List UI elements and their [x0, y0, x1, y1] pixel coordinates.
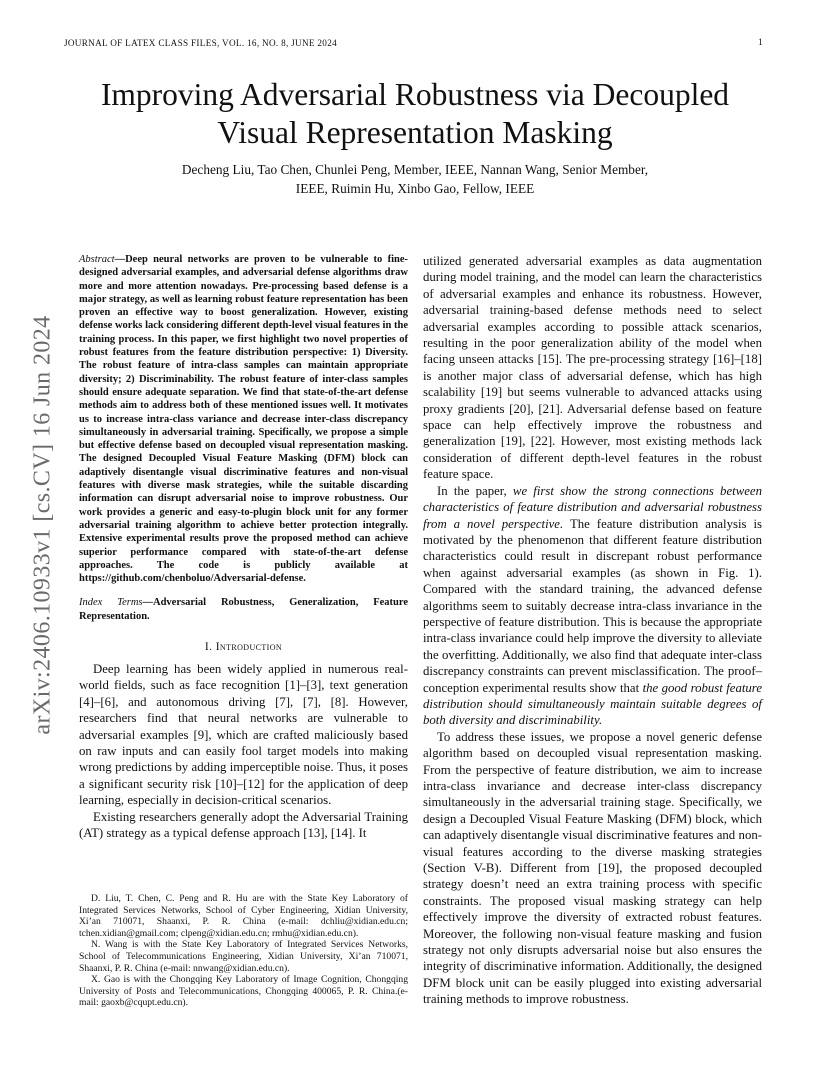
paper-title: Improving Adversarial Robustness via Decoupled Visual Representation Masking: [100, 77, 730, 150]
section-heading: [79, 641, 408, 653]
paragraph: Existing researchers generally adopt the Adversarial Training (AT) strategy as a typical defense approach [13], [14]. It: [79, 809, 408, 841]
abstract-lead: Abstract: [79, 254, 115, 265]
page-number: 1: [758, 38, 763, 48]
author-line-2: IEEE, Ruimin Hu, Xinbo Gao, Fellow, IEEE: [295, 181, 535, 196]
footnote: X. Gao is with the Chongqing Key Laboratory of Image Cognition, Chongqing University of Posts and Telecommunications, Chongqing 400065, P. R. China.(e-mail: gaoxb@cqupt.edu.cn).: [79, 974, 408, 1009]
abstract-body: —Deep neural networks are proven to be vulnerable to fine-designed adversarial examples, and adversarial defense algorithms draw more and more attention nowadays. Pre-processing based defense is a major strategy, as well as learning robust feature representation has been proven an effective way to boost generalization. However, existing defense works lack considering different depth-level visual features in the training process. In this paper, we first highlight two novel properties of robust features from the feature distribution perspective: 1) Diversity. The robust feature of intra-class samples can maintain appropriate diversity; 2) Discriminability. The robust feature of inter-class samples should ensure adequate separation. We find that state-of-the-art defense methods aim to address both of these mentioned issues well. It motivates us to increase intra-class variance and decrease inter-class discrepancy simultaneously in adversarial training. Specifically, we propose a simple but effective defense based on decoupled visual representation masking. The designed Decoupled Visual Feature Masking (DFM) block can adaptively disentangle visual discriminative features and non-visual features with diverse mask strategies, while the suitable discarding information can disrupt adversarial noise to improve robustness. Our work provides a generic and easy-to-plugin block unit for any former adversarial training algorithm to achieve better protection integrally. Extensive experimental results prove the proposed method can achieve superior performance compared with state-of-the-art defense approaches. The code is publicly available at https://github.com/chenboluo/Adversarial-defense.: [79, 254, 408, 585]
emphasis: we first show the strong connections between characteristics of feature distribution and adversarial robustness from a novel perspective.: [423, 483, 762, 531]
abstract: [79, 253, 408, 585]
footnotes: [79, 893, 408, 1009]
text-run: The feature distribution analysis is motivated by the phenomenon that different feature distribution characteristics could result in discrepant robust performance when against adversarial examples (as shown in Fig. 1). Compared with the standard training, the advanced defense algorithms seem to suitably decrease intra-class invariance in the perspective of feature distribution. This is because the appropriate intra-class invariance could help improve the diversity to alleviate the overfitting. Additionally, we also find that adequate inter-class discrepancy constraints can prevent misclassification. The proof–conception experimental results show that: [423, 516, 763, 695]
arxiv-sidebar: [22, 290, 64, 760]
author-list: [60, 160, 770, 198]
paragraph: [423, 483, 762, 729]
left-column: [79, 253, 408, 841]
author-line-1: Decheng Liu, Tao Chen, Chunlei Peng, Member, IEEE, Nannan Wang, Senior Member,: [181, 162, 649, 177]
index-terms-body: —Adversarial Robustness, Generalization, Feature Representation.: [79, 597, 409, 622]
text-run: In the paper,: [437, 483, 513, 498]
paragraph: To address these issues, we propose a novel generic defense algorithm based on decoupled visual representation masking. From the perspective of feature distribution, we aim to increase intra-class invariance and decrease inter-class discrepancy simultaneously in the adversarial training stage. Specifically, we design a Decoupled Visual Feature Masking (DFM) block, which can adaptively disentangle visual discriminative features and non-visual features according to the diverse masking strategies (Section V-B). Different from [19], the proposed decoupled strategy doesn’t need an extra training process with specific constraints. The proposed visual masking strategy can help effectively improve the diversity of extracted robust features. Moreover, the following non-visual feature masking and fusion strategy not only disrupts adversarial noise but also ensures the integrity of discriminative information. Additionally, the designed DFM block unit can be easily plugged into existing adversarial training methods to improve robustness.: [423, 729, 762, 1007]
section-number: I.: [204, 641, 216, 654]
footnote: D. Liu, T. Chen, C. Peng and R. Hu are with the State Key Laboratory of Integrated Services Networks, School of Cyber Engineering, Xidian University, Xi’an 710071, Shaanxi, P. R. China (e-mail: dchliu@xidian.edu.cn; tchen.xidian@gmail.com; clpeng@xidian.edu.cn; rmhu@xidian.edu.cn).: [79, 893, 408, 939]
section-title: Introduction: [215, 641, 283, 654]
journal-header: JOURNAL OF LATEX CLASS FILES, VOL. 16, NO. 8, JUNE 2024: [64, 38, 337, 48]
paragraph: Deep learning has been widely applied in numerous real-world fields, such as face recognition [1]–[3], text generation [4]–[6], and autonomous driving [7], [7], [8]. However, researchers find that neural networks are vulnerable to adversarial examples [9], which are crafted maliciously based on raw inputs and can easily fool target models into making wrong predictions by adding imperceptible noise. Thus, it poses a significant security risk [10]–[12] for the application of deep learning, especially in decision-critical scenarios.: [79, 662, 408, 808]
arxiv-id: arXiv:2406.10933v1 [cs.CV] 16 Jun 2024: [29, 315, 56, 735]
emphasis: the good robust feature distribution should simultaneously maintain suitable degrees of both diversity and discriminability.: [423, 680, 762, 728]
index-terms: [79, 596, 408, 623]
index-terms-lead: Index Terms: [79, 597, 143, 609]
footnote: N. Wang is with the State Key Laboratory of Integrated Services Networks, School of Telecommunications Engineering, Xidian University, Xi’an 710071, Shaanxi, P. R. China (e-mail: nnwang@xidian.edu.cn).: [79, 939, 408, 974]
right-column: [423, 253, 762, 1008]
paragraph: utilized generated adversarial examples as data augmentation during model training, and the model can learn the characteristics of adversarial examples and enhance its robustness. However, adversarial training-based defense methods need to select adversarial examples according to possible attack scenarios, resulting in the poor generalization ability of the model when facing unseen attacks [15]. The pre-processing strategy [16]–[18] is another major class of adversarial defense, which has high scalability [19] but seems vulnerable to advanced attacks using proxy gradients [20], [21]. Adversarial defense based on feature space can help effectively improve the robustness and generalization [19], [22]. However, most existing methods lack consideration of different depth-level features in the robust feature space.: [423, 254, 762, 482]
